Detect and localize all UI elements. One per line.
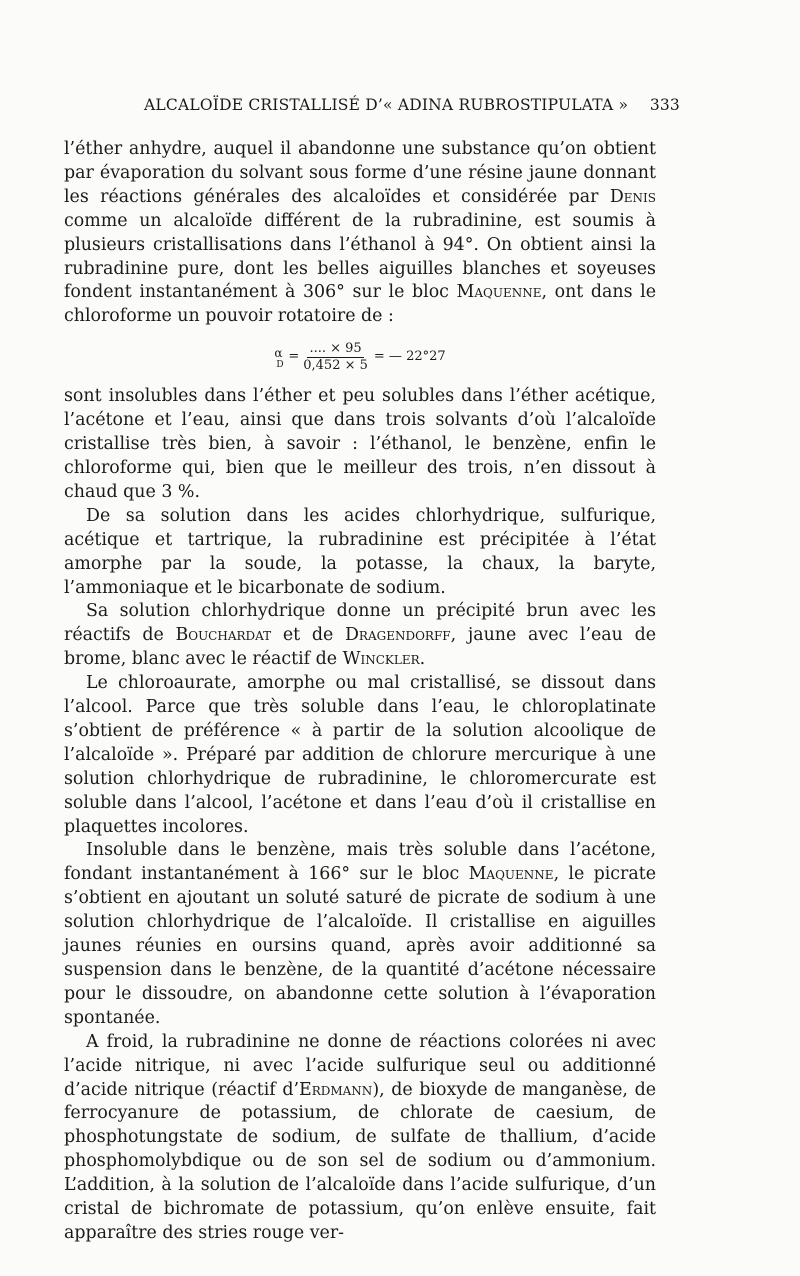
paragraph-4 xyxy=(64,600,656,672)
rotation-formula xyxy=(64,329,656,385)
text-run: , jaune avec l’eau de brome, blanc avec le réactif de xyxy=(64,625,656,670)
text-run: comme un alcaloïde différent de la rubradinine, est soumis à plusieurs cristallisations dans l’éthanol à 94°. On obtient ainsi la rubradinine pure, dont les belles aiguilles blanches et soyeuses fondent instantanément à 306° sur le bloc xyxy=(64,210,656,303)
formula-result: = — 22°27 xyxy=(373,349,446,365)
author-name: Dragendorff xyxy=(344,625,451,646)
text-run: , ont dans le chloroforme un pouvoir rotatoire de : xyxy=(64,282,657,327)
formula-alpha: α xyxy=(274,346,283,361)
page-number: 333 xyxy=(649,96,680,114)
author-name: Bouchardat xyxy=(175,625,272,646)
text-run: Insoluble dans le benzène, mais très soluble dans l’acétone, fondant instantanément à 166° sur le bloc xyxy=(64,840,656,885)
author-name: Denis xyxy=(609,186,656,207)
text-run: , le picrate s’obtient en ajoutant un soluté saturé de picrate de sodium à une solution chlorhydrique de l’alcaloïde. Il cristallise en aiguilles jaunes réunies en oursins quand, après avoir additionné sa suspension dans le benzène, de la quantité d’acétone nécessaire pour le dissoudre, on abandonne cette solution à l’évaporation spontanée. xyxy=(64,864,656,1028)
author-name: Winckler xyxy=(342,649,420,670)
paragraph-5: Le chloroaurate, amorphe ou mal cristallisé, se dissout dans l’alcool. Parce que très soluble dans l’eau, le chloroplatinate s’obtient de préférence « à partir de la solution alcoolique de l’alcaloïde ». Préparé par addition de chlorure mercurique à une solution chlorhydrique de rubradinine, le chloromercurate est soluble dans l’alcool, l’acétone et dans l’eau d’où il cristallise en plaquettes incolores. xyxy=(64,673,656,837)
paragraph-1 xyxy=(64,138,656,329)
paragraph-3: De sa solution dans les acides chlorhydrique, sulfurique, acétique et tartrique, la rubradinine est précipitée à l’état amorphe par la soude, la potasse, la chaux, la baryte, l’ammoniaque et le bicarbonate de sodium. xyxy=(64,505,656,598)
text-run: Sa solution chlorhydrique donne un précipité brun avec les réactifs de xyxy=(64,601,656,646)
body-text xyxy=(64,138,656,1246)
formula-subscript: D xyxy=(276,360,284,371)
paragraph-2: sont insolubles dans l’éther et peu solubles dans l’éther acétique, l’acétone et l’eau, ainsi que dans trois solvants d’où l’alcaloïde cristallise très bien, à savoir : l’éthanol, le benzène, enfin le chloroforme qui, bien que le meilleur des trois, n’en dissout à chaud que 3 %. xyxy=(64,386,656,502)
running-title: ALCALOÏDE CRISTALLISÉ D’« ADINA RUBROSTIPULATA » xyxy=(144,96,629,114)
formula-lhs xyxy=(274,342,288,372)
text-run: A froid, la rubradinine ne donne de réactions colorées ni avec l’acide nitrique, ni avec l’acide sulfurique seul ou additionné d’acide nitrique (réactif d’ xyxy=(64,1031,656,1100)
author-name: Maquenne xyxy=(456,282,542,303)
paragraph-6 xyxy=(64,839,656,1030)
formula-denominator: 0,452 × 5 xyxy=(303,357,368,373)
formula-equals: = xyxy=(288,349,300,365)
formula-fraction xyxy=(303,342,368,373)
text-run: l’éther anhydre, auquel il abandonne une substance qu’on obtient par évaporation du solvant sous forme d’une résine jaune donnant les réactions générales des alcaloïdes et considérée par xyxy=(64,139,656,207)
paragraph-7 xyxy=(64,1031,656,1246)
text-run: ), de bioxyde de manganèse, de ferrocyanure de potassium, de chlorate de caesium, de phosphotungstate de sodium, de sulfate de thallium, d’acide phosphomolybdique ou de son sel de sodium ou d’ammonium. L’addition, à la solution de l’alcaloïde dans l’acide sulfurique, d’un cristal de bichromate de potassium, qu’on enlève ensuite, fait apparaître des stries rouge ver- xyxy=(64,1079,656,1243)
author-name: Erdmann xyxy=(299,1079,373,1100)
formula-numerator: .... × 95 xyxy=(309,340,362,356)
text-run: et de xyxy=(271,625,345,646)
text-run: . xyxy=(419,649,426,670)
author-name: Maquenne xyxy=(468,864,554,885)
